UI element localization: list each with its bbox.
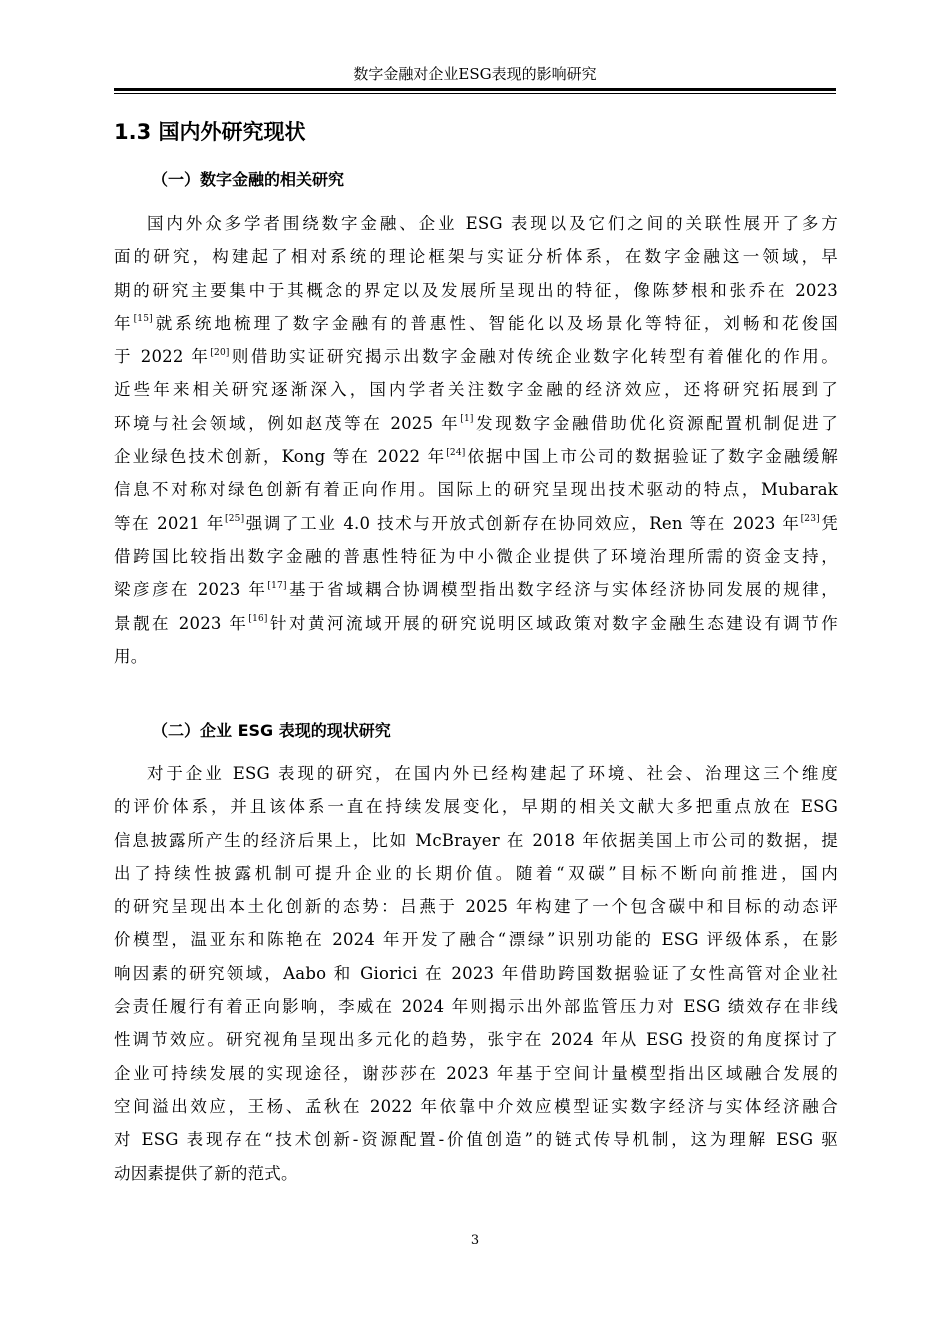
text-run: 信息不对称对绿色创新有着正向作用。国际上的研究呈现出技术驱动的特点，Mubarak (114, 480, 838, 500)
text-run: 性调节效应。研究视角呈现出多元化的趋势，张宇在 2024 年从 ESG 投资的角度探讨了 (114, 1030, 838, 1050)
text-run: 凭 (819, 513, 839, 533)
text-line (114, 1023, 838, 1056)
citation-ref: [23] (800, 514, 820, 525)
citation-ref: [1] (460, 414, 474, 425)
text-line (114, 340, 838, 373)
text-run: 梁彦彦在 2023 年 (114, 580, 268, 600)
text-run: 发现数字金融借助优化资源配置机制促进了 (473, 413, 838, 433)
text-line (114, 540, 838, 573)
text-run: 对于企业 ESG 表现的研究，在国内外已经构建起了环境、社会、治理这三个维度 (147, 764, 838, 783)
text-run: 企业可持续发展的实现途径，谢莎莎在 2023 年基于空间计量模型指出区域融合发展的 (114, 1063, 838, 1083)
text-run: 环境与社会领域，例如赵茂等在 2025 年 (114, 413, 461, 433)
text-run: 基于省域耦合协调模型指出数字经济与实体经济协同发展的规律， (286, 580, 838, 600)
text-run: 依据中国上市公司的数据验证了数字金融缓解 (465, 447, 839, 467)
text-run: 年 (114, 313, 134, 333)
text-run: 近些年来相关研究逐渐深入，国内学者关注数字金融的经济效应，还将研究拓展到了 (114, 380, 838, 400)
text-run: 就系统地梳理了数字金融有的普惠性、智能化以及场景化等特征，刘畅和花俊国 (152, 313, 838, 333)
text-line (114, 790, 838, 823)
text-line (114, 274, 838, 307)
text-run: 出了持续性披露机制可提升企业的长期价值。随着“双碳”目标不断向前推进，国内 (114, 863, 838, 883)
text-run: 响因素的研究领域，Aabo 和 Giorici 在 2023 年借助跨国数据验证了女性高管对企业社 (114, 963, 838, 983)
text-line (114, 1157, 838, 1190)
text-line (114, 1057, 838, 1090)
citation-ref: [17] (267, 580, 287, 591)
section-title: 1.3 国内外研究现状 (114, 120, 306, 144)
text-line (114, 507, 838, 540)
text-line (114, 824, 838, 857)
text-line (114, 857, 838, 890)
text-run: 针对黄河流域开展的研究说明区域政策对数字金融生态建设有调节作 (267, 613, 839, 633)
text-line (114, 757, 838, 790)
citation-ref: [16] (248, 614, 268, 625)
text-run: 面的研究，构建起了相对系统的理论框架与实证分析体系，在数字金融这一领域，早 (114, 247, 838, 267)
header-rule-thick (114, 88, 836, 91)
text-run: 空间溢出效应，王杨、孟秋在 2022 年依靠中介效应模型证实数字经济与实体经济融合 (114, 1096, 838, 1116)
text-run: 期的研究主要集中于其概念的界定以及发展所呈现出的特征，像陈梦根和张乔在 2023 (114, 280, 838, 300)
subsection-title-esg: （二）企业 ESG 表现的现状研究 (152, 721, 391, 740)
running-header: 数字金融对企业ESG表现的影响研究 (353, 65, 597, 83)
text-run: 景靓在 2023 年 (114, 613, 249, 633)
text-line (114, 607, 838, 640)
text-run: 会责任履行有着正向影响，李威在 2024 年则揭示出外部监管压力对 ESG 绩效存在非线 (114, 997, 838, 1017)
paragraph-digital-finance (114, 207, 838, 673)
page-number: 3 (470, 1233, 480, 1248)
text-line (114, 240, 838, 273)
text-line (114, 440, 838, 473)
text-run: 信息披露所产生的经济后果上，比如 McBrayer 在 2018 年依据美国上市公司的数据，提 (114, 830, 838, 850)
text-run: 价模型，温亚东和陈艳在 2024 年开发了融合“漂绿”识别功能的 ESG 评级体系，在影 (114, 930, 838, 950)
subsection-title-digital-finance: （一）数字金融的相关研究 (152, 170, 345, 189)
text-line (114, 207, 838, 240)
text-run: 等在 2021 年 (114, 513, 226, 533)
text-line (114, 573, 838, 606)
text-line (114, 1090, 838, 1123)
text-line (114, 640, 838, 673)
citation-ref: [24] (446, 447, 466, 458)
citation-ref: [25] (225, 514, 245, 525)
text-line (114, 373, 838, 406)
text-line (114, 923, 838, 956)
text-run: 的评价体系，并且该体系一直在持续发展变化，早期的相关文献大多把重点放在 ESG (114, 797, 838, 817)
paragraph-esg (114, 757, 838, 1190)
text-run: 对 ESG 表现存在“技术创新-资源配置-价值创造”的链式传导机制，这为理解 ESG 驱 (114, 1130, 838, 1150)
text-run: 的研究呈现出本土化创新的态势：吕燕于 2025 年构建了一个包含碳中和目标的动态评 (114, 897, 838, 917)
text-line (114, 957, 838, 990)
text-run: 国内外众多学者围绕数字金融、企业 ESG 表现以及它们之间的关联性展开了多方 (147, 214, 838, 233)
text-line (114, 407, 838, 440)
text-run: 于 2022 年 (114, 347, 211, 367)
header-rule-thin (114, 93, 836, 94)
text-line (114, 990, 838, 1023)
text-run: 企业绿色技术创新，Kong 等在 2022 年 (114, 447, 447, 467)
text-run: 强调了工业 4.0 技术与开放式创新存在协同效应，Ren 等在 2023 年 (244, 513, 801, 533)
citation-ref: [15] (133, 314, 153, 325)
text-line (114, 890, 838, 923)
text-line (114, 473, 838, 506)
text-line (114, 1123, 838, 1156)
text-run: 用。 (114, 646, 148, 666)
text-run: 借跨国比较指出数字金融的普惠性特征为中小微企业提供了环境治理所需的资金支持， (114, 546, 838, 566)
text-run: 则借助实证研究揭示出数字金融对传统企业数字化转型有着催化的作用。 (229, 347, 838, 367)
text-line (114, 307, 838, 340)
citation-ref: [20] (210, 347, 230, 358)
text-run: 动因素提供了新的范式。 (114, 1163, 298, 1183)
